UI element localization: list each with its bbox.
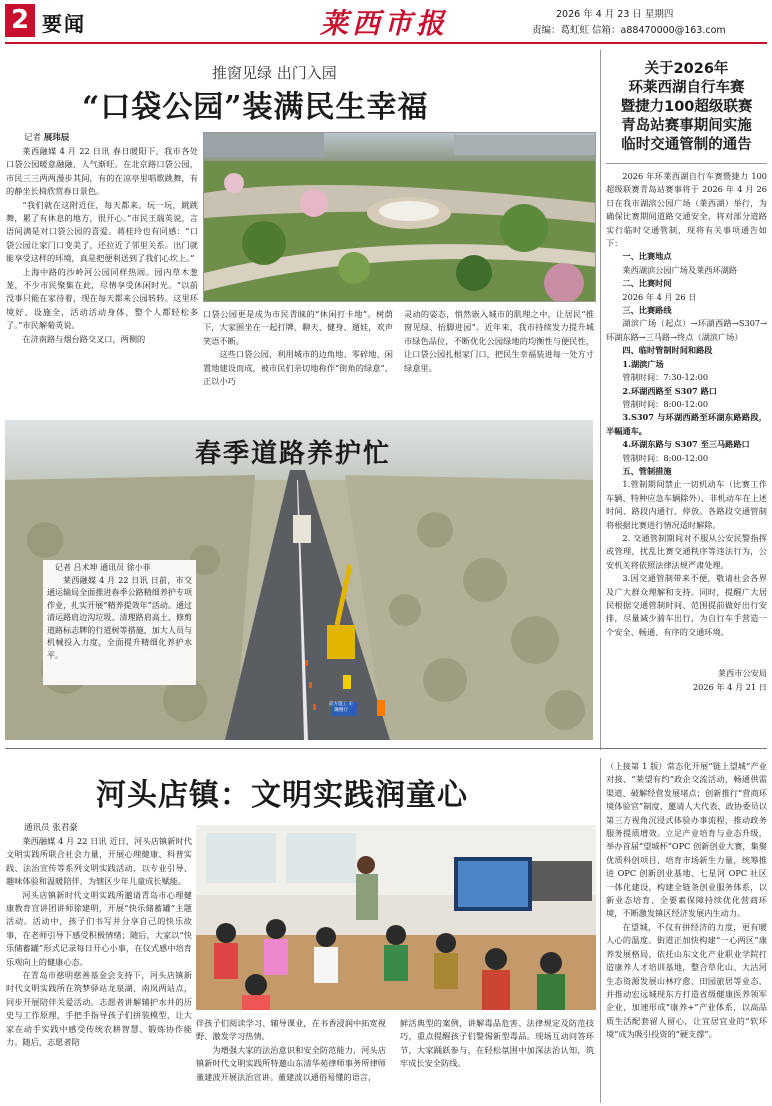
notice-body: 2. 交通管制期间对不服从公安民警指挥或管理，扰乱比赛交通秩序等违法行为，公安机关将依照法律法规严肃处理。 (606, 532, 767, 570)
notice-body: 1.管制期间禁止一切机动车（比赛工作车辆、特种应急车辆除外）、非机动车在上述时间、路段内通行、停放。各路段交通管制将根据比赛进行情况适时解除。 (606, 479, 767, 530)
section-title: 要闻 (42, 12, 86, 36)
park-col2 (203, 308, 393, 388)
notice-item-time: 管制时间：7:30-12:00 (622, 372, 709, 383)
classroom-photo (196, 825, 596, 1010)
road-textbox (43, 560, 196, 685)
notice-item-time: 管制时间：8:00-12:00 (622, 398, 709, 409)
road-headline: 春季道路养护忙 (195, 439, 392, 469)
park-col1 (6, 132, 198, 346)
park-col3 (404, 308, 594, 375)
notice-head: 四、临时管制时间和路段 (622, 345, 713, 356)
town-para: 河头店镇新时代文明实践所邀请青岛市心理健康教育宣讲团讲师徐建明，开展“快乐储蓄罐”主题活动。活动中，孩子们书写并分享自己的快乐故事，在老师引导下感受积极情绪；随后，大家以“快乐储蓄罐”形式记录每日开心小事，在仪式感中培育乐观向上的健康心态。 (6, 889, 192, 967)
town-para: 莱西融媒 4 月 22 日讯 近日，河头店镇新时代文明实践所联合社会力量，开展心理健康、科普实践、法治宣传等系列文明实践活动，以专业引导、趣味体验和温暖陪伴，为辖区少年儿童成长赋能。 (6, 836, 192, 887)
road-byline: 记者 吕术坤 通讯员 徐小菲 (55, 563, 151, 572)
park-photo (203, 132, 596, 302)
park-byline: 记者 展玮辰 (24, 133, 70, 143)
park-para: “我们就在这附近住，每天都来。玩一玩，跳跳舞，累了有休息的地方，很开心。”市民王瑞英说，言语间满是对口袋公园的喜爱。蒋桂玲也有同感：“口袋公园让家门口变美了，还拉近了邻里关系。出门就能享受这样的环境，真是把便利送到了我们心坎上。” (6, 199, 198, 264)
town-para: 伴孩子们阅读学习、辅导课业，在书香浸润中拓宽视野、激发学习热情。 (196, 1018, 386, 1042)
notice-item: 3.S307 与环湖西路至环湖东路路段，半幅通车。 (606, 412, 767, 436)
park-para: 在济南路与烟台路交叉口，两侧的 (22, 333, 146, 344)
park-headline: “口袋公园”装满民生幸福 (82, 90, 429, 125)
town-byline: 通讯员 张君豪 (24, 823, 78, 833)
town-col2 (196, 1017, 386, 1084)
park-para: 灵动的姿态，悄然嵌入城市的肌理之中，让居民“推窗见绿、抬脚进园”。近年来，我市持续发力提升城市绿色品位，不断优化公园绿地的均衡性与便民性，让口袋公园扎根家门口，把民生幸福装进每一处方寸绿意里。 (404, 309, 594, 373)
town-para: 为增强大家的法治意识和安全防范能力，河头店镇新时代文明实践所特邀山东清华苑律师事务所律师董建波开展法治宣讲。董建波以通俗易懂的语言， (196, 1044, 386, 1082)
road-sign: 前方施工 车辆慢行 (329, 702, 353, 713)
notice-body: 湖滨广场（起点）→环湖西路→S307→环湖东路→三马路→终点（湖滨广场） (606, 318, 767, 342)
notice-title: 关于2026年 环莱西湖自行车赛 暨捷力100超级联赛 青岛站赛事期间实施 临时交通管制的通告 (620, 61, 753, 153)
notice-item: 1.湖滨广场 (622, 358, 664, 369)
town-col3 (400, 1017, 594, 1071)
notice-item: 2.环湖西路至 S307 路口 (622, 385, 717, 396)
header-rule (5, 42, 767, 44)
editor-info: 责编：葛虹虹 信箱：a88470000@163.com (532, 25, 726, 36)
column-divider (600, 758, 601, 1103)
section-divider (5, 748, 767, 749)
town-headline: 河头店镇：文明实践润童心 (96, 778, 468, 813)
continued-para: 在望城，不仅有拼经济的力度，更有暖人心的温度。街道正加快构建“一心两区”康养发展格局，依托山东文化产业职业学院打造康养人才培训基地，整合草化山、大沽河生态资源发展山林疗愈、田园旅居等业态，并推动宏远城现东方打造省级健康医养领军企业，加速形成“康养+”产业体系，以高品质生活配套留人留心，让宜居宜业的“软环境”成为吸引投资的“硬支撑”。 (606, 921, 767, 1040)
road-body: 莱西融媒 4 月 22 日讯 日前，市交通运输局全面推进春季公路精细养护专项作业，扎实开展“精养提效年”活动。通过清运路肩边沟垃圾、清理路肩高土、修剪道路标志牌的行道树等措施，加大人员与机械投入力度，全面提升精细化养护水平。 (47, 575, 192, 660)
traffic-notice (606, 60, 767, 694)
park-para: 口袋公园更是成为市民青睐的“休闲打卡地”。树荫下，大家围坐在一起打牌、聊天、健身、遛娃，欢声笑语不断。 (203, 309, 393, 346)
notice-signature: 莱西市公安局 (717, 668, 767, 679)
column-divider (600, 50, 601, 750)
notice-body: 3.因交通管制带来不便，敬请社会各界及广大群众理解和支持。同时，提醒广大居民根据交通管制时间、范围提前做好出行安排，尽量减少骑车出行，为自行车手营造一个安全、畅通、有序的交通环境。 (606, 573, 767, 637)
notice-head: 二、比赛时间 (622, 278, 672, 289)
park-para: 上海中路的沙岭河公园同样热闹。园内草木葱茏，不少市民聚集在此，尽情享受休闲时光。“以前没事只能在家待着，现在每天都来公园转转。这里环境好、设施全，活动活动身体，整个人都轻松多了。”市民解菊英说。 (6, 266, 198, 331)
notice-head: 一、比赛地点 (622, 251, 672, 262)
page-number: 2 (5, 4, 35, 37)
notice-body: 2026 年 4 月 26 日 (622, 291, 697, 302)
notice-item: 4.环湖东路与 S307 至三马路路口 (622, 439, 750, 450)
notice-date: 2026 年 4 月 21 日 (692, 681, 767, 692)
town-para: 在青岛市慈明慈善基金会支持下，河头店镇新时代文明实践所在筑梦驿站龙泉湖、南岚两站点，同步开展陪伴关爱活动。志愿者讲解辅护水井的历史与工作原理，手把手指导孩子们拼装模型，让大家在动手实践中感受传统农耕智慧、锻炼协作能力。随后，志愿者陪 (6, 970, 192, 1048)
notice-rule (606, 163, 767, 164)
masthead-logo: 莱西市报 (320, 7, 449, 40)
notice-head: 五、管制措施 (622, 465, 672, 476)
park-kicker: 推窗见绿 出门入园 (212, 64, 337, 82)
town-col1 (6, 822, 192, 1050)
continued-article (606, 760, 767, 1042)
park-para: 莱西融媒 4 月 22 日讯 春日暖阳下，我市各处口袋公园暖意融融、人气渐旺。在北京路口袋公园，市民三三两两漫步其间，有的在凉亭里唱歌跳舞，有的静坐长椅欣赏春日景色。 (6, 146, 198, 197)
issue-date: 2026 年 4 月 23 日 星期四 (556, 9, 674, 20)
town-para: 鲜活典型的案例，讲解毒品危害、法律规定及防范技巧，重点提醒孩子们警惕新型毒品。现场互动问答环节，大家踊跃参与，在轻松氛围中加深法治认知，筑牢成长安全防线。 (400, 1018, 594, 1069)
notice-intro: 2026 年环莱西湖自行车赛暨捷力 100 超级联赛青岛站赛事将于 2026 年 4 月 26 日在我市湖滨公园广场（莱西湖）举行，为确保比赛期间道路交通安全，将对部分道路实行临时交通管制，现将有关事项通告如下： (606, 171, 767, 249)
notice-item-time: 管制时间：8:00-12:00 (622, 452, 709, 463)
notice-body: 莱西湖滨公园广场及莱西环湖路 (622, 264, 738, 275)
park-para: 这些口袋公园，利用城市的边角地、零碎地、闲置地建设而成，被市民们亲切地称作“街角的绿意”，正以小巧 (203, 349, 393, 387)
notice-head: 三、比赛路线 (622, 305, 672, 316)
continued-para: （上接第 1 版）常态化开展“链上望城”产业对接、“莱望有约”政企交流活动，畅通供需渠道、破解经营发展堵点；创新推行“营商环境体验官”制度，邀请人大代表、政协委员以第三方视角沉浸式体验办事流程，推动政务服务提质增效。立足产业培育与业态升级，举办首届“望城杯”OPC 创新创业大赛，集聚优质科创项目、培育市场新生力量，统筹推进 OPC 创新创业基地、七星河 OPC 社区一体化建设，构建全链条创业服务体系，以新业态培育、全要素保障持续优化营商环境，不断激发镇区经济发展内生动力。 (606, 761, 767, 919)
